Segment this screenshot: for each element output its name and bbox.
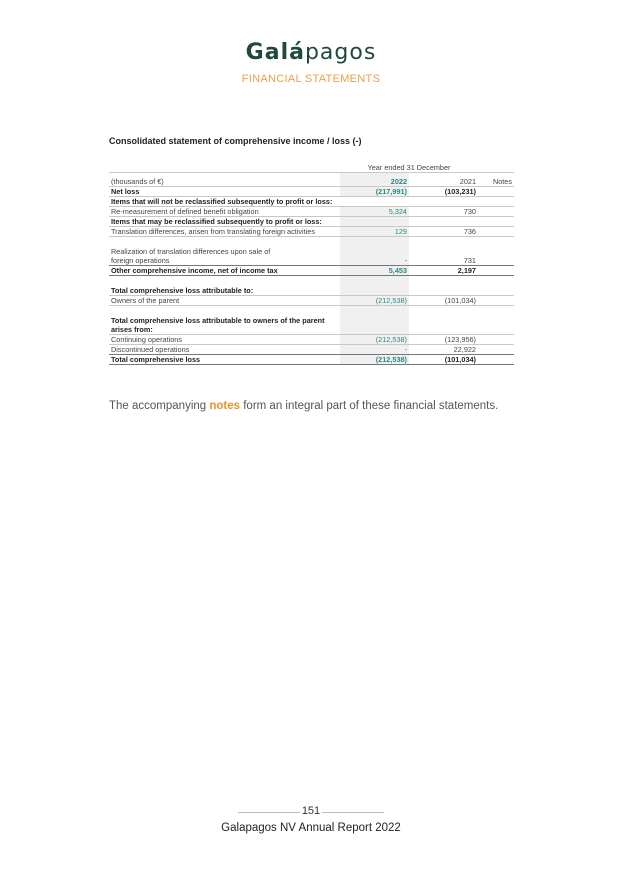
year-2021-header: 2021 [409,173,478,187]
notes-link[interactable]: notes [209,400,241,412]
table-row: Continuing operations (212,538) (123,956) [109,335,514,345]
table-row: Total comprehensive loss attributable to: [109,286,514,296]
logo-rest-text: pagos [304,40,377,65]
table-row: Net loss (217,991) (103,231) [109,187,514,197]
year-2022-header: 2022 [340,173,409,187]
table-row: Owners of the parent (212,538) (101,034) [109,296,514,306]
income-statement-table [109,158,514,365]
table-row: Realization of translation differences upon sale of [109,247,514,256]
table-row: Translation differences, arisen from translating foreign activities 129 736 [109,227,514,237]
report-title: Galapagos NV Annual Report 2022 [221,822,401,834]
notes-header: Notes [478,173,514,187]
statement-title: Consolidated statement of comprehensive income / loss (-) [109,136,362,146]
company-logo [0,40,622,65]
page-number: 151 [301,805,321,817]
table-row: Other comprehensive income, net of income tax 5,453 2,197 [109,266,514,276]
table-row: Discontinued operations - 22,922 [109,345,514,355]
table-row: Re-measurement of defined benefit obligation 5,324 730 [109,207,514,217]
table-row: foreign operations - 731 [109,256,514,266]
accompanying-notes-text: The accompanying notes form an integral part of these financial statements. [109,400,499,412]
section-title: FINANCIAL STATEMENTS [241,73,381,85]
units-header: (thousands of €) [109,173,340,187]
logo-bold-text: Galá [245,40,305,65]
table-row: Items that may be reclassified subsequently to profit or loss: [109,217,514,227]
table-row: Items that will not be reclassified subsequently to profit or loss: [109,197,514,207]
table-row: Total comprehensive loss attributable to owners of the parent [109,316,514,325]
table-row: arises from: [109,325,514,335]
table-row: Total comprehensive loss (212,538) (101,034) [109,355,514,365]
period-header: Year ended 31 December [340,158,478,173]
